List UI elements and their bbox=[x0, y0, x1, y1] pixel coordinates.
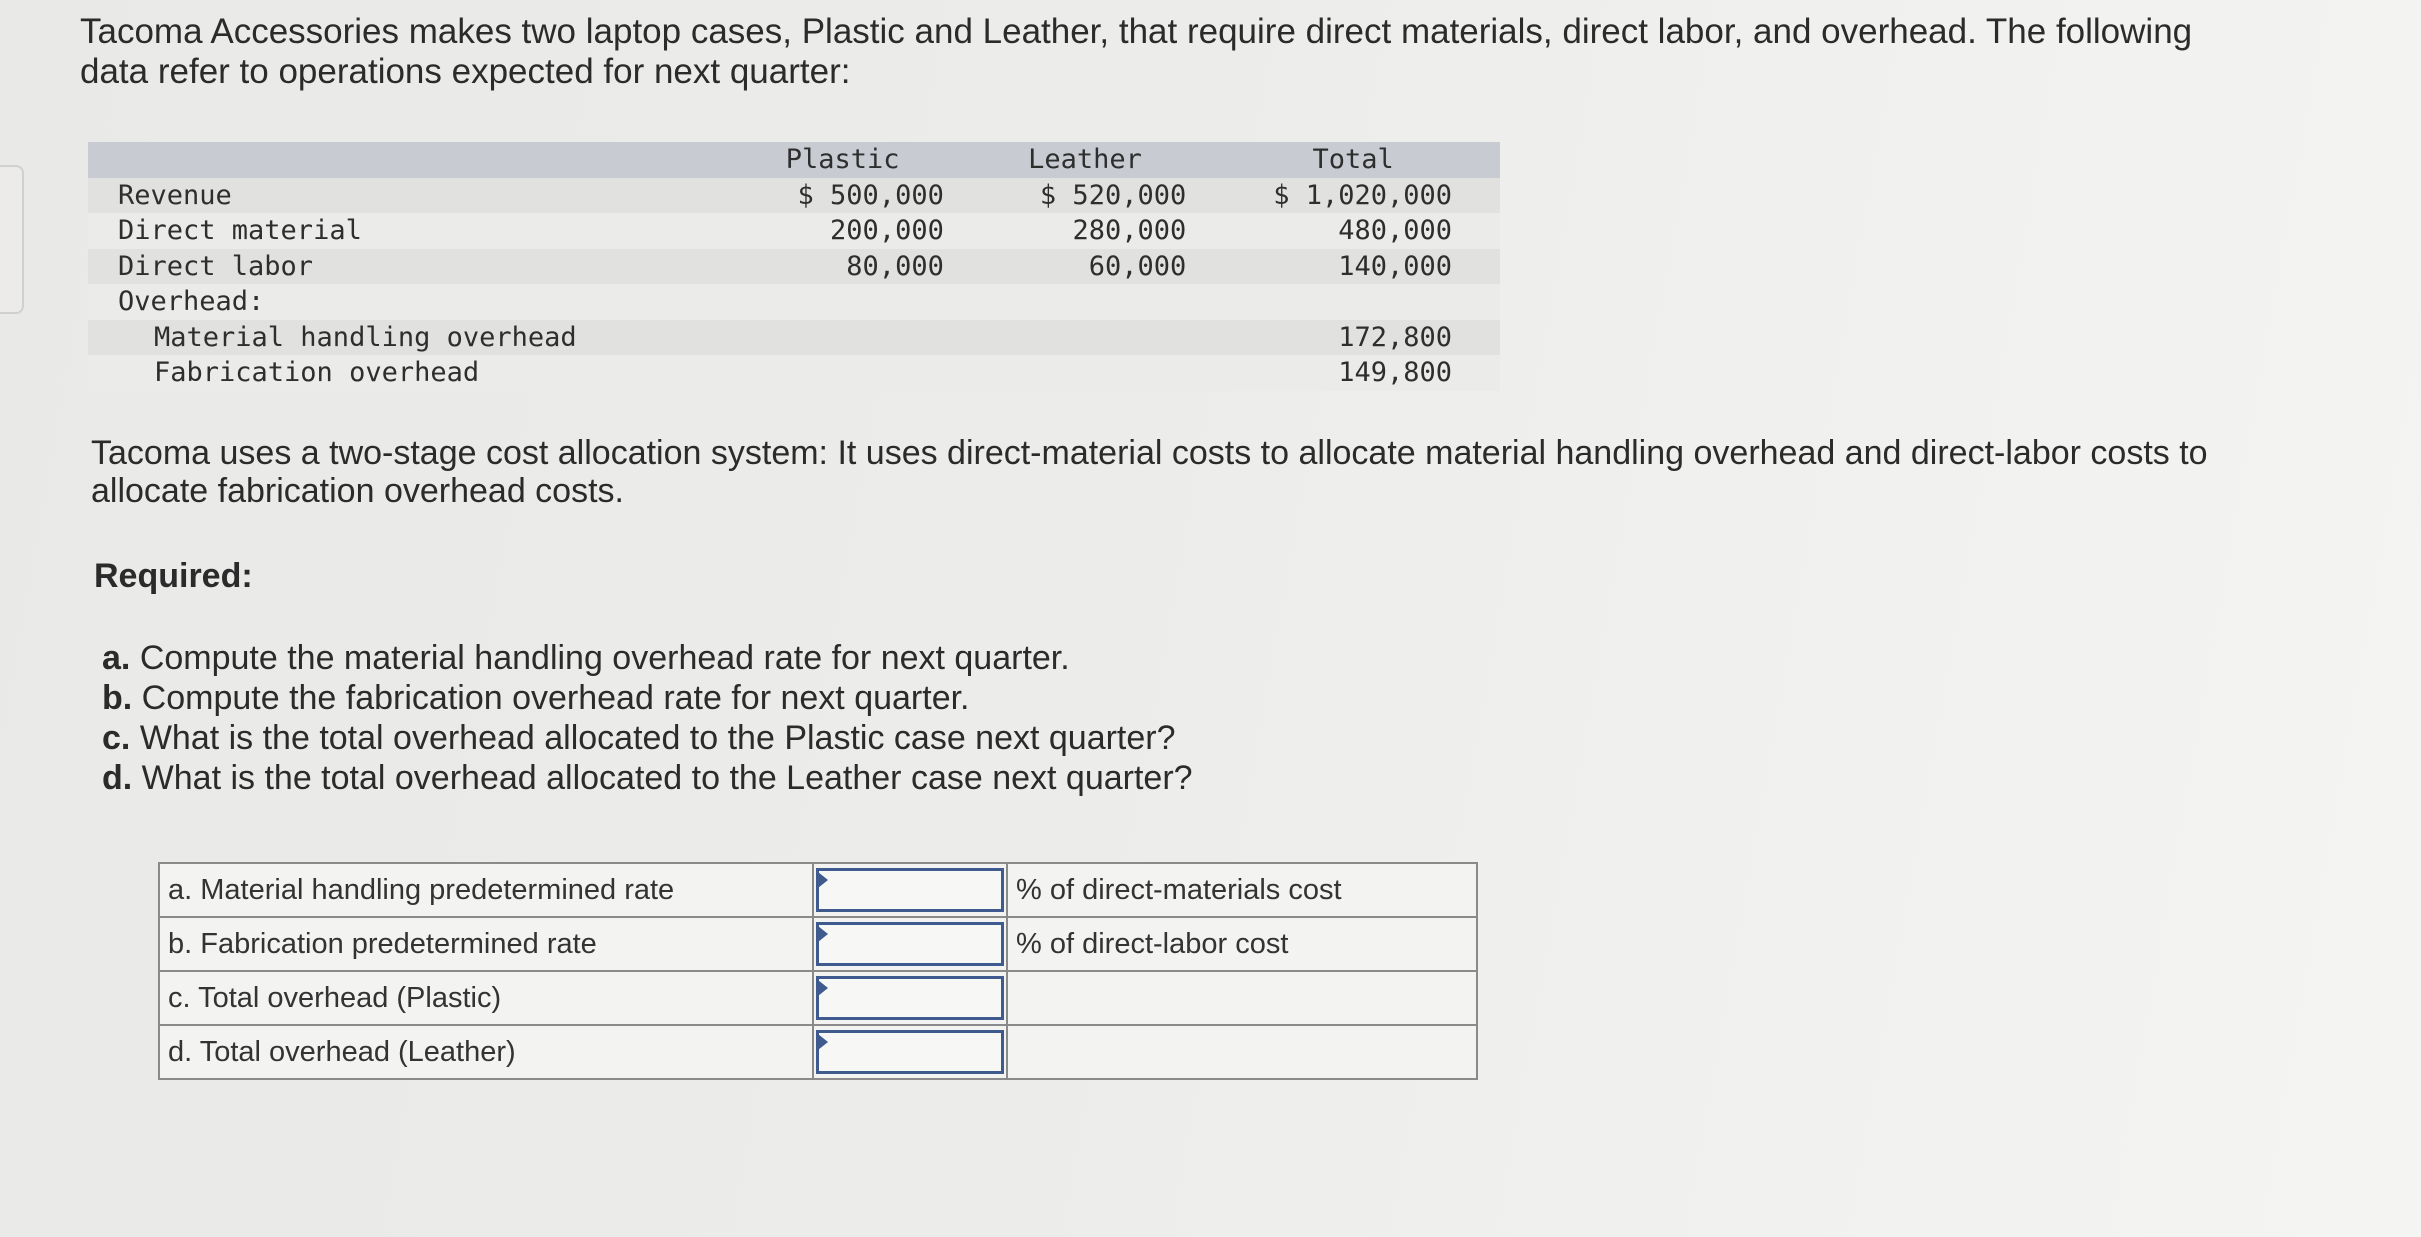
header-total: Total bbox=[1312, 144, 1394, 175]
fabrication-rate-input[interactable] bbox=[816, 922, 1004, 966]
input-marker-icon bbox=[818, 926, 828, 942]
question-text: What is the total overhead allocated to the Leather case next quarter? bbox=[141, 759, 1193, 797]
table-row bbox=[88, 249, 1500, 285]
cell-leather bbox=[964, 284, 1206, 320]
question-text: Compute the fabrication overhead rate for next quarter. bbox=[141, 679, 970, 717]
input-marker-icon bbox=[818, 980, 828, 996]
question-item bbox=[102, 718, 1193, 758]
cell-total: $ 1,020,000 bbox=[1273, 179, 1452, 211]
question-letter: c. bbox=[102, 719, 131, 757]
question-text: What is the total overhead allocated to the Plastic case next quarter? bbox=[139, 719, 1176, 757]
input-marker-icon bbox=[818, 872, 828, 888]
cost-data-table bbox=[88, 142, 1500, 391]
answer-unit bbox=[1007, 971, 1477, 1025]
answer-label: d. Total overhead (Leather) bbox=[159, 1025, 813, 1079]
answer-label: a. Material handling predetermined rate bbox=[159, 863, 813, 917]
header-leather: Leather bbox=[1028, 144, 1142, 175]
answer-label: c. Total overhead (Plastic) bbox=[159, 971, 813, 1025]
page-edge-tab bbox=[0, 165, 24, 314]
row-label: Direct labor bbox=[118, 250, 314, 282]
answer-cell bbox=[813, 863, 1007, 917]
question-item bbox=[102, 678, 1193, 718]
cell-plastic bbox=[721, 355, 963, 391]
table-row bbox=[88, 178, 1500, 214]
header-blank bbox=[88, 142, 721, 178]
input-marker-icon bbox=[818, 1034, 828, 1050]
answer-cell bbox=[813, 971, 1007, 1025]
cell-plastic bbox=[721, 320, 963, 356]
cell-leather: 60,000 bbox=[1088, 250, 1187, 282]
answer-row bbox=[159, 1025, 1477, 1079]
cell-plastic: 200,000 bbox=[830, 215, 944, 246]
answer-row bbox=[159, 863, 1477, 917]
total-overhead-leather-input[interactable] bbox=[816, 1030, 1004, 1074]
material-handling-rate-input[interactable] bbox=[816, 868, 1004, 912]
answer-unit: % of direct-materials cost bbox=[1007, 863, 1477, 917]
answer-unit: % of direct-labor cost bbox=[1007, 917, 1477, 971]
total-overhead-plastic-input[interactable] bbox=[816, 976, 1004, 1020]
cell-total: 172,800 bbox=[1338, 321, 1452, 353]
table-row bbox=[88, 284, 1500, 320]
question-letter: a. bbox=[102, 639, 131, 677]
cell-total: 480,000 bbox=[1338, 215, 1452, 246]
answer-row bbox=[159, 917, 1477, 971]
question-item bbox=[102, 758, 1193, 798]
answer-label: b. Fabrication predetermined rate bbox=[159, 917, 813, 971]
cell-leather bbox=[964, 355, 1206, 391]
question-item bbox=[102, 638, 1193, 678]
cell-total: 149,800 bbox=[1338, 357, 1452, 388]
row-label: Direct material bbox=[118, 215, 362, 246]
intro-text: Tacoma Accessories makes two laptop cases, Plastic and Leather, that require direct materials, direct labor, and overhead. The following data refer to operations expected for next quarter: bbox=[80, 12, 2193, 91]
answer-table bbox=[158, 862, 1478, 1080]
cell-plastic: 80,000 bbox=[846, 250, 944, 282]
cell-leather: 280,000 bbox=[1072, 215, 1187, 246]
table-row bbox=[88, 213, 1500, 249]
answer-unit bbox=[1007, 1025, 1477, 1079]
table-row bbox=[88, 355, 1500, 391]
cell-total: 140,000 bbox=[1338, 250, 1452, 282]
cell-plastic: $ 500,000 bbox=[797, 179, 944, 211]
table-header-row bbox=[88, 142, 1500, 178]
row-label: Revenue bbox=[118, 179, 232, 211]
answer-row bbox=[159, 971, 1477, 1025]
cell-total bbox=[1206, 284, 1500, 320]
answer-cell bbox=[813, 917, 1007, 971]
question-list bbox=[102, 638, 1193, 798]
answer-cell bbox=[813, 1025, 1007, 1079]
question-text: Compute the material handling overhead rate for next quarter. bbox=[139, 639, 1070, 677]
row-label: Material handling overhead bbox=[154, 321, 577, 353]
cell-leather: $ 520,000 bbox=[1039, 179, 1187, 211]
row-label: Overhead: bbox=[118, 286, 265, 317]
header-plastic: Plastic bbox=[785, 144, 900, 175]
allocation-text: Tacoma uses a two-stage cost allocation system: It uses direct-material costs to allocate material handling overhead and direct-labor costs to allocate fabrication overhead costs. bbox=[91, 434, 2208, 510]
question-letter: d. bbox=[102, 759, 133, 797]
cell-plastic bbox=[721, 284, 963, 320]
row-label: Fabrication overhead bbox=[154, 357, 480, 388]
required-heading: Required: bbox=[94, 557, 253, 595]
cell-leather bbox=[964, 320, 1206, 356]
question-letter: b. bbox=[102, 679, 133, 717]
table-row bbox=[88, 320, 1500, 356]
